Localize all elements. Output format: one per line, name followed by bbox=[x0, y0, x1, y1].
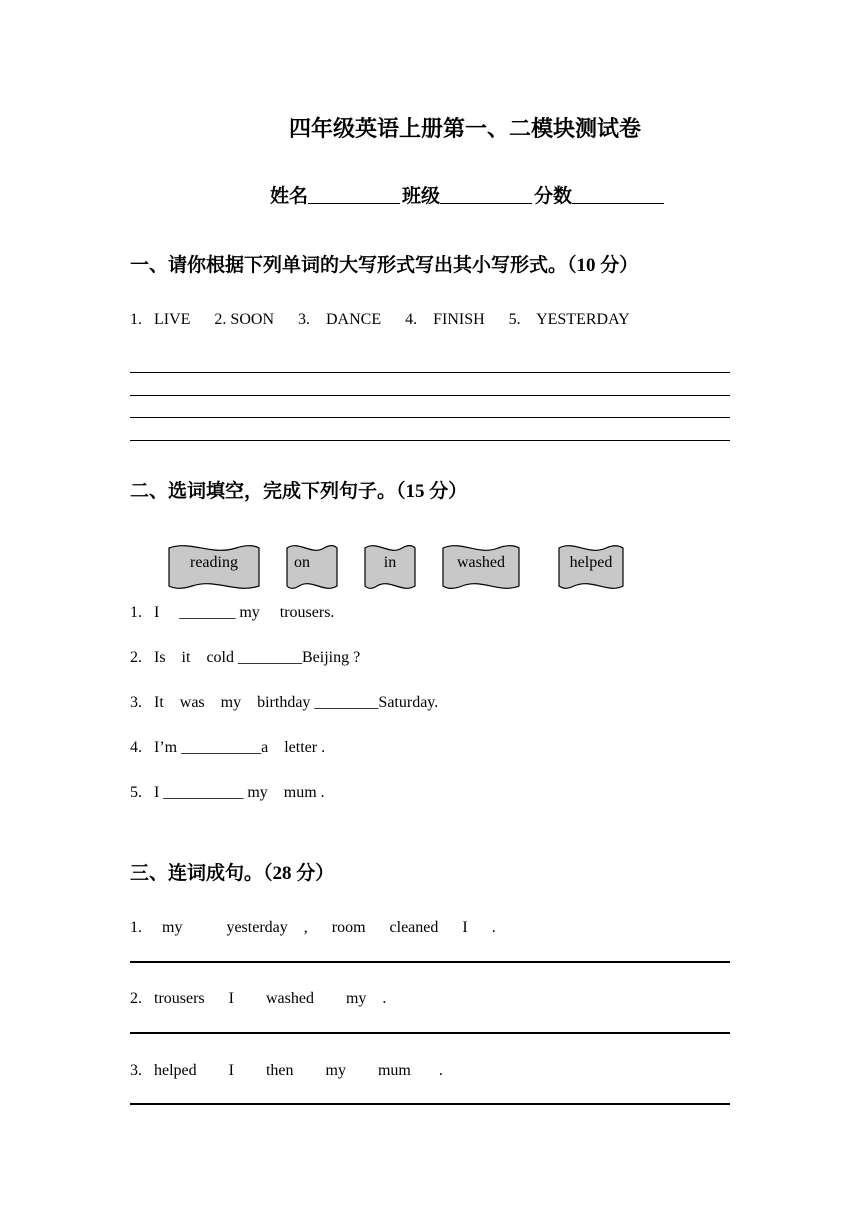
word-order-item: 1. my yesterday , room cleaned I . bbox=[130, 919, 496, 936]
score-blank[interactable] bbox=[572, 183, 664, 204]
answer-line[interactable] bbox=[130, 395, 730, 396]
answer-line[interactable] bbox=[130, 961, 730, 963]
word-option-label: in bbox=[383, 554, 397, 571]
fill-blank-sentence: 4. I’m __________a letter . bbox=[130, 739, 326, 756]
word-option-card bbox=[166, 542, 262, 592]
word-order-item: 2. trousers I washed my . bbox=[130, 990, 387, 1007]
section-2-heading: 二、选词填空，完成下列句子。（15 分） bbox=[130, 481, 468, 502]
page-title: 四年级英语上册第一、二模块测试卷 bbox=[288, 116, 641, 141]
answer-line[interactable] bbox=[130, 417, 730, 418]
student-info-row bbox=[270, 181, 666, 208]
answer-line[interactable] bbox=[130, 1103, 730, 1105]
section-3-heading: 三、连词成句。（28 分） bbox=[130, 863, 335, 884]
section-1-heading: 一、请你根据下列单词的大写形式写出其小写形式。（10 分） bbox=[130, 255, 639, 276]
fill-blank-sentence: 2. Is it cold ________Beijing ? bbox=[130, 649, 361, 666]
word-option-label: reading bbox=[190, 554, 238, 571]
name-label: 姓名 bbox=[270, 186, 309, 207]
name-blank[interactable] bbox=[308, 183, 400, 204]
answer-line[interactable] bbox=[130, 372, 730, 373]
class-label: 班级 bbox=[402, 186, 441, 207]
word-order-item: 3. helped I then my mum . bbox=[130, 1062, 443, 1079]
word-option-card bbox=[440, 542, 522, 592]
class-blank[interactable] bbox=[440, 183, 532, 204]
answer-line[interactable] bbox=[130, 440, 730, 441]
fill-blank-sentence: 3. It was my birthday ________Saturday. bbox=[130, 694, 439, 711]
fill-blank-sentence: 5. I __________ my mum . bbox=[130, 784, 325, 801]
section-1-words: 1. LIVE 2. SOON 3. DANCE 4. FINISH 5. YESTERDAY bbox=[130, 311, 630, 328]
word-option-card bbox=[362, 542, 418, 592]
score-label: 分数 bbox=[534, 186, 573, 207]
word-option-card bbox=[556, 542, 626, 592]
answer-line[interactable] bbox=[130, 1032, 730, 1034]
word-option-label: on bbox=[294, 554, 310, 571]
word-option-label: helped bbox=[569, 554, 613, 571]
word-option-card bbox=[284, 542, 340, 592]
fill-blank-sentence: 1. I _______ my trousers. bbox=[130, 604, 335, 621]
word-option-label: washed bbox=[457, 554, 505, 571]
